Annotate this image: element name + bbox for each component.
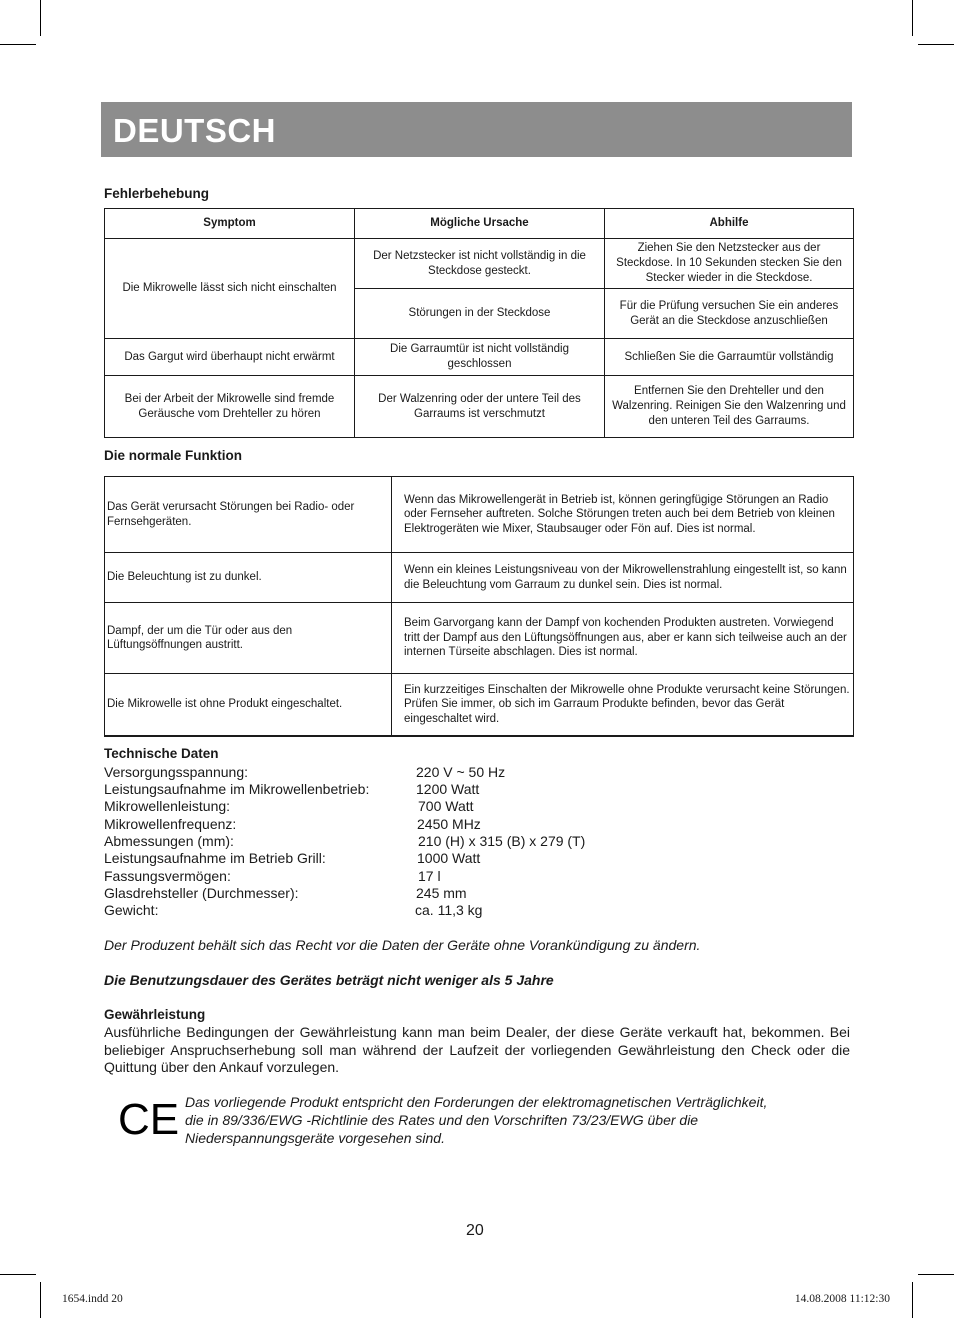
table-row	[105, 674, 854, 736]
warranty-text: Ausführliche Bedingungen der Gewährleistung kann man beim Dealer, der diese Geräte verkauft hat, bekommen. Bei beliebiger Anspruchserhebung soll man während der Laufzeit der vorliegenden Gewährleistung den Check oder die Quittung über den Ankauf vorzulegen.	[104, 1024, 850, 1075]
cause-cell: Störungen in der Steckdose	[355, 289, 605, 339]
spec-label: Mikrowellenfrequenz:	[104, 816, 237, 832]
crop-mark	[912, 1282, 913, 1318]
table-row	[105, 477, 854, 553]
observation-cell: Die Beleuchtung ist zu dunkel.	[105, 553, 392, 603]
spec-value: ca. 11,3 kg	[415, 902, 483, 918]
ce-compliance-text	[185, 1093, 767, 1147]
table-row	[105, 239, 854, 289]
table-row	[105, 553, 854, 603]
observation-cell: Die Mikrowelle ist ohne Produkt eingeschaltet.	[105, 674, 392, 736]
symptom-cell: Das Gargut wird überhaupt nicht erwärmt	[105, 339, 355, 376]
symptom-cell: Die Mikrowelle lässt sich nicht einschalten	[105, 239, 355, 339]
footer-file-info: 1654.indd 20	[62, 1293, 123, 1305]
remedy-cell: Ziehen Sie den Netzstecker aus der Steckdose. In 10 Sekunden stecken Sie den Stecker wieder in die Steckdose.	[605, 239, 854, 289]
normal-function-heading: Die normale Funktion	[104, 448, 243, 463]
page-title: DEUTSCH	[113, 112, 277, 149]
spec-value: 245 mm	[416, 885, 467, 901]
cause-cell: Der Netzstecker ist nicht vollständig in die Steckdose gesteckt.	[355, 239, 605, 289]
rights-notice: Der Produzent behält sich das Recht vor die Daten der Geräte ohne Vorankündigung zu ändern.	[104, 937, 701, 953]
column-header-remedy: Abhilfe	[605, 209, 854, 239]
troubleshooting-heading: Fehlerbehebung	[104, 186, 210, 201]
crop-mark	[40, 1282, 41, 1318]
crop-mark	[918, 44, 954, 45]
cause-cell: Der Walzenring oder der untere Teil des Garraums ist verschmutzt	[355, 376, 605, 438]
spec-label: Versorgungsspannung:	[104, 764, 248, 780]
language-header-bar	[101, 102, 852, 157]
spec-value: 220 V ~ 50 Hz	[416, 764, 506, 780]
crop-mark	[0, 1274, 36, 1275]
warranty-heading: Gewährleistung	[104, 1007, 206, 1022]
spec-label: Leistungsaufnahme im Mikrowellenbetrieb:	[104, 781, 370, 797]
spec-value: 17 l	[418, 868, 441, 884]
spec-value: 1000 Watt	[417, 850, 481, 866]
explanation-cell: Ein kurzzeitiges Einschalten der Mikrowelle ohne Produkte verursacht keine Störungen. Prüfen Sie immer, ob sich im Garraum Produkte befinden, bevor das Gerät eingeschaltet wird.	[392, 674, 854, 736]
ce-line: Niederspannungsgeräte vorgesehen sind.	[185, 1130, 445, 1146]
crop-mark	[918, 1274, 954, 1275]
column-header-symptom: Symptom	[105, 209, 355, 239]
ce-line: die in 89/336/EWG -Richtlinie des Rates und den Vorschriften 73/23/EWG über die	[185, 1112, 699, 1128]
page-number: 20	[466, 1222, 484, 1239]
remedy-cell: Entfernen Sie den Drehteller und den Walzenring. Reinigen Sie den Walzenring und den unteren Teil des Garraums.	[605, 376, 854, 438]
spec-value: 210 (H) x 315 (B) x 279 (T)	[418, 833, 586, 849]
cause-cell: Die Garraumtür ist nicht vollständig geschlossen	[355, 339, 605, 376]
observation-cell: Dampf, der um die Tür oder aus den Lüftungsöffnungen austritt.	[105, 603, 392, 674]
spec-label: Glasdrehsteller (Durchmesser):	[104, 885, 299, 901]
spec-value: 700 Watt	[418, 798, 474, 814]
spec-label: Mikrowellenleistung:	[104, 798, 231, 814]
remedy-cell: Schließen Sie die Garraumtür vollständig	[605, 339, 854, 376]
explanation-cell: Wenn das Mikrowellengerät in Betrieb ist, können geringfügige Störungen an Radio oder Fernseher auftreten. Solche Störungen treten auch bei dem Betrieb von kleinen Elektrogeräten wie Mixer, Staubsauger oder Fön auf. Dies ist normal.	[392, 477, 854, 553]
spec-label: Fassungsvermögen:	[104, 868, 231, 884]
observation-cell: Das Gerät verursacht Störungen bei Radio- oder Fernsehgeräten.	[105, 477, 392, 553]
symptom-cell: Bei der Arbeit der Mikrowelle sind fremde Geräusche vom Drehteller zu hören	[105, 376, 355, 438]
normal-function-table	[104, 476, 854, 737]
table-row	[105, 339, 854, 376]
crop-mark	[0, 44, 36, 45]
crop-mark	[912, 0, 913, 36]
footer-timestamp: 14.08.2008 11:12:30	[794, 1293, 890, 1305]
troubleshooting-table	[104, 208, 854, 438]
table-row	[105, 376, 854, 438]
spec-label: Abmessungen (mm):	[104, 833, 234, 849]
specs-heading: Technische Daten	[104, 746, 219, 761]
spec-label: Leistungsaufnahme im Betrieb Grill:	[104, 850, 326, 866]
ce-mark-icon	[118, 1095, 180, 1144]
spec-value: 2450 MHz	[417, 816, 481, 832]
lifetime-notice: Die Benutzungsdauer des Gerätes beträgt nicht weniger als 5 Jahre	[104, 972, 554, 988]
ce-line: Das vorliegende Produkt entspricht den Forderungen der elektromagnetischen Verträglichkeit,	[185, 1094, 768, 1110]
column-header-cause: Mögliche Ursache	[355, 209, 605, 239]
spec-label: Gewicht:	[104, 902, 159, 918]
remedy-cell: Für die Prüfung versuchen Sie ein anderes Gerät an die Steckdose anzuschließen	[605, 289, 854, 339]
spec-value: 1200 Watt	[416, 781, 480, 797]
explanation-cell: Beim Garvorgang kann der Dampf von kochenden Produkten austreten. Vorwiegend tritt der Dampf aus den Lüftungsöffnungen aus, aber er kann sich teilweise auch an der internen Türseite abschlagen. Dies ist normal.	[392, 603, 854, 674]
table-header-row	[105, 209, 854, 239]
explanation-cell: Wenn ein kleines Leistungsniveau von der Mikrowellenstrahlung eingestellt ist, so kann die Beleuchtung vom Garraum zu dunkel sein. Dies ist normal.	[392, 553, 854, 603]
crop-mark	[40, 0, 41, 36]
svg-text:CE: CE	[118, 1095, 180, 1144]
table-row	[105, 603, 854, 674]
